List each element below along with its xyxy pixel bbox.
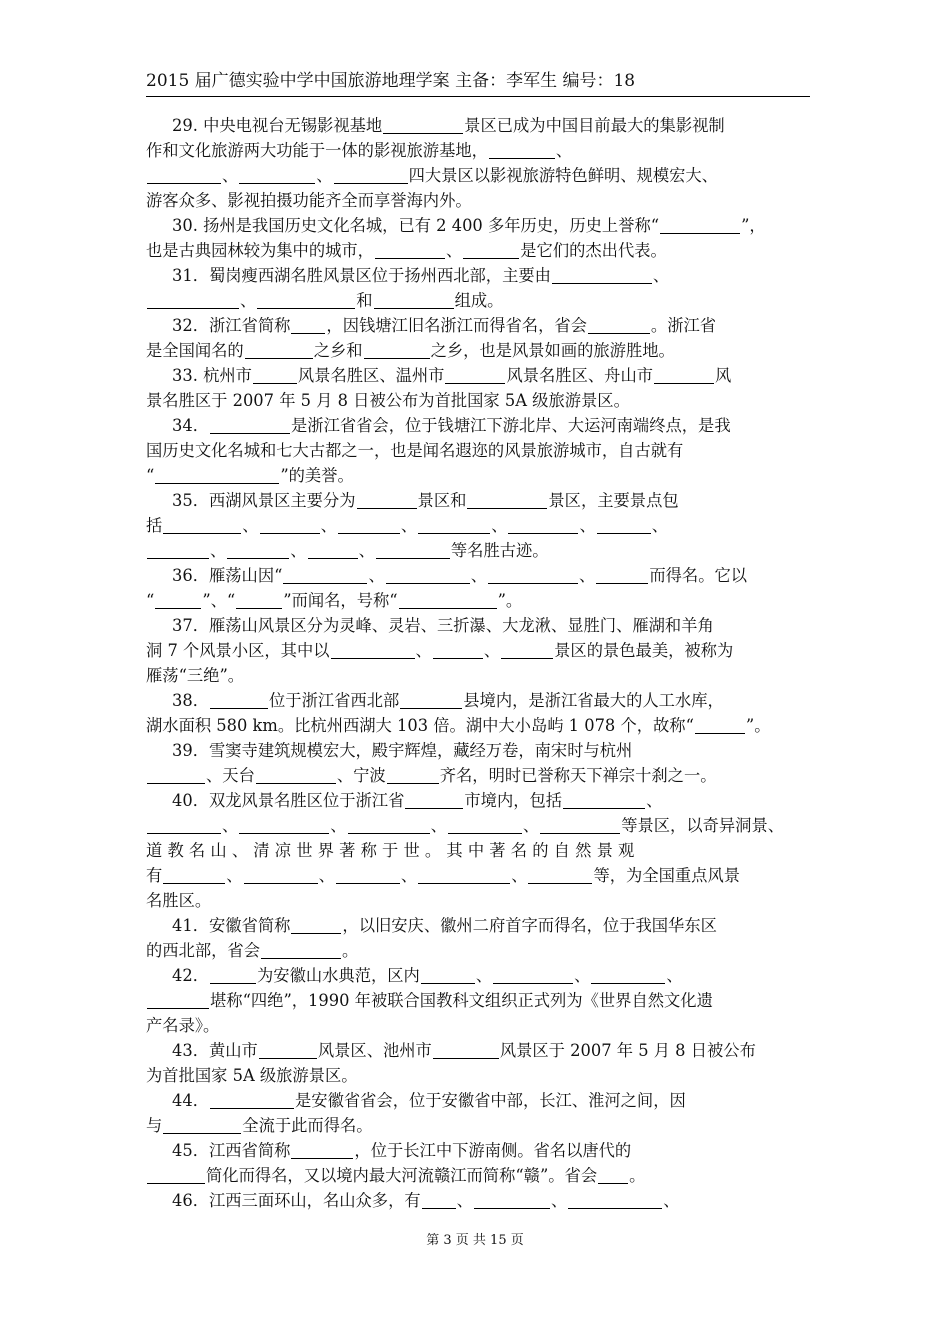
question-text: 36．雁荡山因“ (172, 566, 283, 585)
answer-blank[interactable] (568, 1190, 662, 1209)
text-line: 46．江西三面环山，名山众多，有 、 、 、 (172, 1191, 680, 1210)
question-text: 、天台 (206, 766, 255, 785)
question-text: 风景名胜区、舟山市 (506, 366, 654, 385)
question-text: 而得名。它以 (649, 566, 748, 585)
answer-blank[interactable] (147, 540, 209, 559)
text-line (146, 363, 810, 388)
text-line: 简化而得名，又以境内最大河流赣江而简称“赣”。省会 。 (146, 1163, 810, 1188)
answer-blank[interactable] (257, 290, 355, 309)
text-line (146, 913, 810, 938)
question-text: ，因钱塘江旧名浙江而得省名，省会 (326, 316, 587, 335)
answer-blank[interactable] (421, 965, 475, 984)
answer-blank[interactable] (163, 515, 241, 534)
answer-blank[interactable] (654, 365, 714, 384)
text-line (146, 213, 810, 238)
answer-blank[interactable] (375, 240, 445, 259)
answer-blank[interactable] (591, 965, 665, 984)
text-line: 40．双龙风景名胜区位于浙江省 市境内，包括 、 (172, 791, 663, 810)
question-text: “ (146, 466, 155, 485)
question-text: 风 (715, 366, 732, 385)
answer-blank[interactable] (376, 540, 450, 559)
text-line (146, 713, 810, 738)
question-text: ”、“ (202, 591, 236, 610)
answer-blank[interactable] (400, 690, 462, 709)
answer-blank[interactable] (448, 815, 522, 834)
answer-blank[interactable] (239, 165, 315, 184)
text-line (146, 663, 810, 688)
text-line (146, 313, 810, 338)
question-text: 景名胜区于 2007 年 5 月 8 日被公布为首批国家 5A 级旅游景区。 (146, 391, 630, 410)
text-line: 括 、 、 、 、 、 、 (146, 516, 669, 535)
answer-blank[interactable] (338, 515, 400, 534)
question-text: 景区已成为中国目前最大的集影视制 (464, 116, 725, 135)
text-line (146, 688, 810, 713)
question-text: 风景区、池州市 (317, 1041, 432, 1060)
question-text: 的西北部，省会 (146, 941, 260, 960)
question-text: 景区的景色最美，被称为 (554, 641, 734, 660)
question-text: 38． (172, 691, 209, 710)
page-footer: 第 3 页 共 15 页 (426, 1233, 524, 1248)
answer-blank[interactable] (236, 590, 282, 609)
text-line (146, 188, 810, 213)
text-line: 洞 7 个风景小区，其中以 、 、 景区的景色最美，被称为 (146, 641, 734, 660)
question-text: 。 (341, 941, 359, 960)
header-rule (146, 96, 810, 97)
answer-blank[interactable] (147, 290, 239, 309)
question-text: 堪称“四绝”，1990 年被联合国教科文组织正式列为《世界自然文化遗 (210, 991, 713, 1010)
question-text: ”的美誉。 (280, 466, 354, 485)
answer-blank[interactable] (386, 565, 470, 584)
question-text: 31．蜀岗瘦西湖名胜风景区位于扬州西北部，主要由 (172, 266, 551, 285)
text-line (146, 1038, 810, 1063)
question-text: 作和文化旅游两大功能于一体的影视旅游基地， (146, 141, 488, 160)
text-line (146, 1138, 810, 1163)
answer-blank[interactable] (147, 815, 221, 834)
question-text: 等，为全国重点风景 (593, 866, 741, 885)
text-line (146, 988, 810, 1013)
answer-blank[interactable] (283, 565, 367, 584)
text-line (146, 838, 810, 863)
text-line (146, 488, 810, 513)
answer-blank[interactable] (227, 540, 289, 559)
text-line: 作和文化旅游两大功能于一体的影视旅游基地， 、 (146, 141, 573, 160)
question-text: 市境内，包括 (464, 791, 563, 810)
text-line: 也是古典园林较为集中的城市， 、 是它们的杰出代表。 (146, 241, 667, 260)
text-line (146, 1088, 810, 1113)
question-text: 等名胜古迹。 (450, 541, 549, 560)
question-text: 。浙江省 (650, 316, 717, 335)
answer-blank[interactable] (399, 590, 497, 609)
answer-blank[interactable] (374, 290, 454, 309)
question-text: 44． (172, 1091, 209, 1110)
answer-blank[interactable] (260, 515, 320, 534)
answer-blank[interactable] (596, 565, 648, 584)
answer-blank[interactable] (147, 1165, 205, 1184)
question-text: 29. 中央电视台无锡影视基地 (172, 116, 383, 135)
answer-blank[interactable] (405, 790, 463, 809)
text-line (146, 1113, 810, 1138)
answer-blank[interactable] (433, 640, 483, 659)
answer-blank[interactable] (422, 1190, 456, 1209)
answer-blank[interactable] (552, 265, 652, 284)
answer-blank[interactable] (163, 865, 225, 884)
answer-blank[interactable] (474, 1190, 550, 1209)
question-text: 45．江西省简称 (172, 1141, 291, 1160)
answer-blank[interactable] (660, 215, 740, 234)
answer-blank[interactable] (331, 640, 415, 659)
answer-blank[interactable] (261, 940, 341, 959)
answer-blank[interactable] (291, 1140, 353, 1159)
text-line: 31．蜀岗瘦西湖名胜风景区位于扬州西北部，主要由 、 (172, 266, 670, 285)
answer-blank[interactable] (259, 1040, 317, 1059)
answer-blank[interactable] (210, 1090, 294, 1109)
answer-blank[interactable] (210, 690, 268, 709)
question-text: 雁荡“三绝”。 (146, 666, 245, 685)
text-line: 、 、 、 、 等景区，以奇异洞景、 (146, 813, 810, 838)
text-line (146, 888, 810, 913)
answer-blank[interactable] (155, 465, 279, 484)
text-line (146, 1063, 810, 1088)
question-text: 组成。 (454, 291, 504, 310)
answer-blank[interactable] (210, 415, 290, 434)
answer-blank[interactable] (147, 990, 209, 1009)
answer-blank[interactable] (598, 1165, 628, 1184)
text-line: 42． 为安徽山水典范，区内 、 、 、 (172, 966, 683, 985)
question-text: 国历史文化名城和七大古都之一，也是闻名遐迩的风景旅游城市，自古就有 (146, 441, 684, 460)
question-text: 为安徽山水典范，区内 (257, 966, 420, 985)
question-text: 简化而得名，又以境内最大河流赣江而简称“赣”。省会 (206, 1166, 598, 1185)
answer-blank[interactable] (528, 865, 592, 884)
question-text: 42． (172, 966, 209, 985)
question-text: 景区和 (417, 491, 467, 510)
question-text: 之乡和 (313, 341, 363, 360)
question-text: 县境内，是浙江省最大的人工水库， (463, 691, 724, 710)
question-text: 37．雁荡山风景区分为灵峰、灵岩、三折瀑、大龙湫、显胜门、雁湖和羊角 (172, 616, 714, 635)
question-text: 括 (146, 516, 163, 535)
question-text: 和 (356, 291, 373, 310)
question-text: 风景名胜区、温州市 (297, 366, 445, 385)
text-line (146, 388, 810, 413)
question-text: 位于浙江省西北部 (269, 691, 400, 710)
question-text: 35．西湖风景区主要分为 (172, 491, 356, 510)
text-line: “ ”、“ ”而闻名，号称“ ”。 (146, 591, 523, 610)
question-text: 湖水面积 580 km。比杭州西湖大 103 倍。湖中大小岛屿 1 078 个，故称“ (146, 716, 694, 735)
answer-blank[interactable] (210, 965, 256, 984)
question-text: 、 (663, 1191, 680, 1210)
answer-blank[interactable] (155, 590, 201, 609)
answer-blank[interactable] (364, 340, 430, 359)
answer-blank[interactable] (588, 315, 650, 334)
text-line (146, 113, 810, 138)
question-text: 是安徽省省会，位于安徽省中部，长江、淮河之间，因 (295, 1091, 686, 1110)
text-line: 、 、 、 等名胜古迹。 (146, 538, 810, 563)
answer-blank[interactable] (383, 115, 463, 134)
question-text: ，位于长江中下游南侧。省名以唐代的 (354, 1141, 632, 1160)
question-text: 名胜区。 (146, 891, 212, 910)
answer-blank[interactable] (147, 165, 221, 184)
answer-blank[interactable] (445, 365, 505, 384)
answer-blank[interactable] (239, 815, 329, 834)
question-text: ”， (741, 216, 766, 235)
text-line (146, 1013, 810, 1038)
answer-blank[interactable] (433, 1040, 499, 1059)
answer-blank[interactable] (597, 515, 651, 534)
question-text: 之乡，也是风景如画的旅游胜地。 (430, 341, 675, 360)
question-text: 齐名，明时已誉称天下禅宗十刹之一。 (439, 766, 717, 785)
question-text: 39．雪窦寺建筑规模宏大，殿宇辉煌，藏经万卷，南宋时与杭州 (172, 741, 633, 760)
answer-blank[interactable] (501, 640, 553, 659)
answer-blank[interactable] (695, 715, 745, 734)
question-text: 也是古典园林较为集中的城市， (146, 241, 374, 260)
question-text: 46．江西三面环山，名山众多，有 (172, 1191, 421, 1210)
question-list (146, 113, 810, 1213)
answer-blank[interactable] (253, 365, 297, 384)
answer-blank[interactable] (291, 915, 341, 934)
answer-blank[interactable] (508, 515, 578, 534)
question-text: ”。 (497, 591, 523, 610)
answer-blank[interactable] (418, 865, 510, 884)
answer-blank[interactable] (563, 790, 645, 809)
text-line (146, 938, 810, 963)
question-text: 道 教 名 山 、 清 凉 世 界 著 称 于 世 。 其 中 著 名 的 自 然 景 观 (146, 841, 635, 860)
answer-blank[interactable] (493, 965, 573, 984)
question-text: ”而闻名，号称“ (283, 591, 398, 610)
answer-blank[interactable] (463, 240, 519, 259)
answer-blank[interactable] (387, 765, 439, 784)
question-text: 是它们的杰出代表。 (520, 241, 667, 260)
question-text: 是全国闻名的 (146, 341, 244, 360)
answer-blank[interactable] (291, 315, 325, 334)
question-text: 、宁波 (336, 766, 386, 785)
text-line (146, 463, 810, 488)
question-text: ”。 (745, 716, 771, 735)
text-line (146, 413, 810, 438)
question-text: 43．黄山市 (172, 1041, 258, 1060)
question-text: 四大景区以影视旅游特色鲜明、规模宏大、 (408, 166, 718, 185)
answer-blank[interactable] (467, 490, 547, 509)
text-line: 36．雁荡山因“ 、 、 、 而得名。它以 (172, 566, 748, 585)
question-text: 41．安徽省简称 (172, 916, 291, 935)
answer-blank[interactable] (334, 165, 408, 184)
text-line: 、 、 四大景区以影视旅游特色鲜明、规模宏大、 (146, 163, 810, 188)
question-text: 等景区，以奇异洞景、 (621, 816, 785, 835)
question-text: 40．双龙风景名胜区位于浙江省 (172, 791, 405, 810)
page-header: 2015 届广德实验中学中国旅游地理学案 主备：李军生 编号：18 (146, 71, 636, 91)
question-text: 洞 7 个风景小区，其中以 (146, 641, 330, 660)
text-line: 有 、 、 、 、 等，为全国重点风景 (146, 866, 741, 885)
text-line (146, 613, 810, 638)
question-text: 产名录》。 (146, 1016, 220, 1035)
text-line (146, 738, 810, 763)
question-text: ，以旧安庆、徽州二府首字而得名，位于我国华东区 (342, 916, 717, 935)
question-text: 游客众多、影视拍摄功能齐全而享誉海内外。 (146, 191, 472, 210)
question-text: 为首批国家 5A 级旅游景区。 (146, 1066, 358, 1085)
answer-blank[interactable] (357, 490, 417, 509)
text-line (146, 338, 810, 363)
question-text: 风景区于 2007 年 5 月 8 日被公布 (499, 1041, 756, 1060)
answer-blank[interactable] (245, 340, 313, 359)
answer-blank[interactable] (147, 765, 205, 784)
answer-blank[interactable] (308, 540, 358, 559)
text-line (146, 438, 810, 463)
question-text: 34． (172, 416, 209, 435)
text-line (146, 763, 810, 788)
question-text: 与 (146, 1116, 163, 1135)
answer-blank[interactable] (348, 815, 430, 834)
answer-blank[interactable] (488, 565, 578, 584)
question-text: 32．浙江省简称 (172, 316, 291, 335)
question-text: 是浙江省省会，位于钱塘江下游北岸、大运河南端终点，是我 (291, 416, 731, 435)
question-text: 景区，主要景点包 (548, 491, 679, 510)
question-text: 全流于此而得名。 (242, 1116, 373, 1135)
answer-blank[interactable] (336, 865, 400, 884)
answer-blank[interactable] (244, 865, 318, 884)
text-line: 、 和 组成。 (146, 288, 810, 313)
question-text: 有 (146, 866, 163, 885)
answer-blank[interactable] (163, 1115, 241, 1134)
answer-blank[interactable] (256, 765, 336, 784)
question-text: 30. 扬州是我国历史文化名城，已有 2 400 多年历史，历史上誉称“ (172, 216, 660, 235)
answer-blank[interactable] (540, 815, 620, 834)
answer-blank[interactable] (489, 140, 555, 159)
question-text: 33. 杭州市 (172, 366, 252, 385)
answer-blank[interactable] (418, 515, 490, 534)
